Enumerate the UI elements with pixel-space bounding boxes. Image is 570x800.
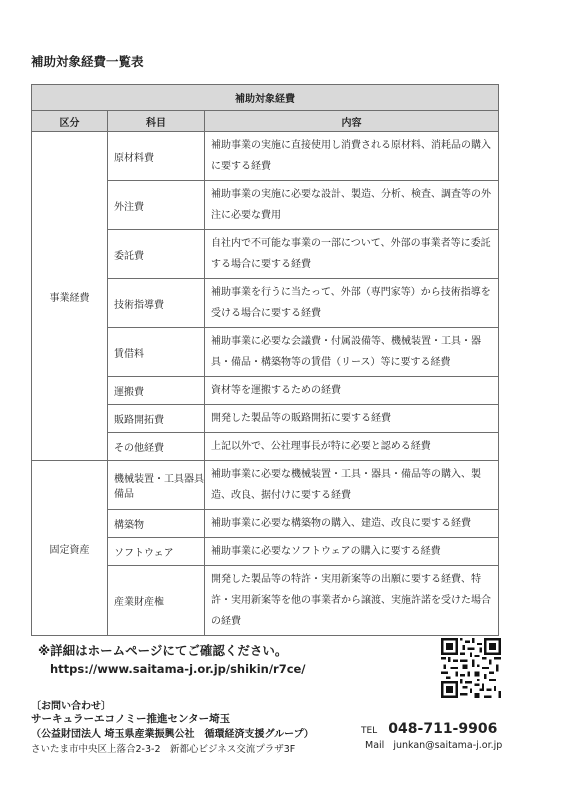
item-cell: 外注費 [108, 181, 205, 230]
content-cell: 補助事業の実施に必要な設計、製造、分析、検査、調査等の外注に必要な費用 [205, 181, 499, 230]
header-item: 科目 [108, 111, 205, 132]
content-cell: 開発した製品等の特許・実用新案等の出願に要する経費、特許・実用新案等を他の事業者から譲渡、実施許諾を受けた場合の経費 [205, 566, 499, 636]
item-cell: ソフトウェア [108, 538, 205, 566]
content-cell: 補助事業の実施に直接使用し消費される原材料、消耗品の購入に要する経費 [205, 132, 499, 181]
item-cell: 販路開拓費 [108, 405, 205, 433]
content-cell: 補助事業に必要なソフトウェアの購入に要する経費 [205, 538, 499, 566]
content-cell: 自社内で不可能な事業の一部について、外部の事業者等に委託する場合に要する経費 [205, 230, 499, 279]
mail-address[interactable]: junkan@saitama-j.or.jp [393, 740, 503, 751]
category-cell: 事業経費 [32, 132, 108, 461]
org-name: サーキュラーエコノミー推進センター埼玉 [31, 713, 231, 725]
item-cell: 構築物 [108, 510, 205, 538]
content-cell: 開発した製品等の販路開拓に要する経費 [205, 405, 499, 433]
tel-label: TEL [361, 726, 378, 736]
tel-number[interactable]: 048-711-9906 [388, 721, 498, 737]
item-cell: 原材料費 [108, 132, 205, 181]
category-cell: 固定資産 [32, 461, 108, 636]
table-row [32, 461, 499, 510]
item-cell: 技術指導費 [108, 279, 205, 328]
mail-label: Mail [365, 740, 385, 751]
tel-row [361, 718, 497, 737]
org-address: さいたま市中央区上落合2-3-2 新都心ビジネス交流プラザ3F [31, 744, 296, 755]
org-subtitle: （公益財団法人 埼玉県産業振興公社 循環経済支援グループ） [31, 729, 314, 740]
item-cell: 委託費 [108, 230, 205, 279]
contact-heading: 〔お問い合わせ〕 [31, 701, 111, 712]
content-cell: 補助事業に必要な構築物の購入、建造、改良に要する経費 [205, 510, 499, 538]
item-cell: 運搬費 [108, 377, 205, 405]
content-cell: 上記以外で、公社理事長が特に必要と認める経費 [205, 433, 499, 461]
item-cell: 産業財産権 [108, 566, 205, 636]
content-cell: 補助事業を行うに当たって、外部（専門家等）から技術指導を受ける場合に要する経費 [205, 279, 499, 328]
mail-row [365, 740, 502, 751]
homepage-link[interactable]: https://www.saitama-j.or.jp/shikin/r7ce/ [50, 662, 306, 676]
table-row [32, 132, 499, 181]
header-content: 内容 [205, 111, 499, 132]
item-cell: 機械装置・工具器具備品 [108, 461, 205, 510]
content-cell: 補助事業に必要な会議費・付属設備等、機械装置・工具・器具・備品・構築物等の賃借（リース）等に要する経費 [205, 328, 499, 377]
item-cell: その他経費 [108, 433, 205, 461]
qr-code-icon[interactable] [441, 638, 501, 698]
table-super-header: 補助対象経費 [32, 85, 499, 111]
content-cell: 資材等を運搬するための経費 [205, 377, 499, 405]
content-cell: 補助事業に必要な機械装置・工具・器具・備品等の購入、製造、改良、据付けに要する経費 [205, 461, 499, 510]
details-note: ※詳細はホームページにてご確認ください。 [38, 643, 288, 658]
cost-table [31, 84, 499, 636]
item-cell: 賃借料 [108, 328, 205, 377]
page-title: 補助対象経費一覧表 [31, 54, 144, 69]
header-category: 区分 [32, 111, 108, 132]
